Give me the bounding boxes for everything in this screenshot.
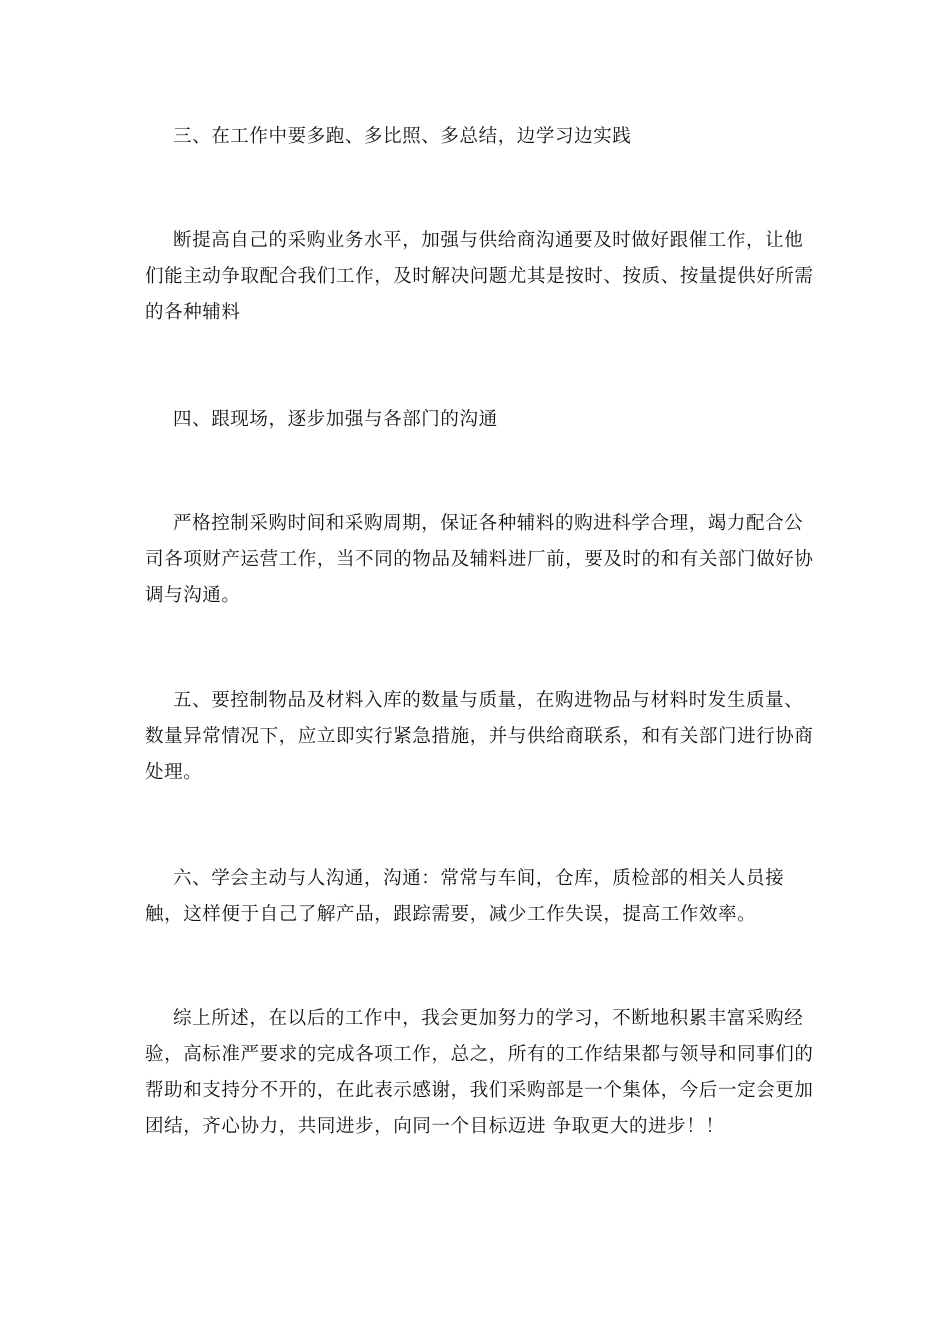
section-heading-3: 三、在工作中要多跑、多比照、多总结，边学习边实践 — [173, 126, 632, 147]
paragraph-conclusion: 综上所述，在以后的工作中，我会更加努力的学习，不断地积累丰富采购经验，高标准严要求的完成各项工作，总之，所有的工作结果都与领导和同事们的帮助和支持分不开的，在此表示感谢，我们采购部是一个集体，今后一定会更加团结，齐心协力，共同进步，向同一个目标迈进 争取更大的进步！！ — [145, 1008, 814, 1137]
section-6-communication: 六、学会主动与人沟通，沟通：常常与车间，仓库，质检部的相关人员接触，这样便于自己了解产品，跟踪需要，减少工作失误，提高工作效率。 — [145, 868, 785, 925]
section-5-quality-control: 五、要控制物品及材料入库的数量与质量，在购进物品与材料时发生质量、数量异常情况下，应立即实行紧急措施，并与供给商联系，和有关部门进行协商处理。 — [145, 690, 814, 783]
paragraph-purchase-control: 严格控制采购时间和采购周期，保证各种辅料的购进科学合理，竭力配合公司各项财产运营工作，当不同的物品及辅料进厂前，要及时的和有关部门做好协调与沟通。 — [145, 513, 814, 606]
paragraph-supplier-communication: 断提高自己的采购业务水平，加强与供给商沟通要及时做好跟催工作，让他们能主动争取配合我们工作，及时解决问题尤其是按时、按质、按量提供好所需的各种辅料 — [145, 230, 814, 323]
section-heading-4: 四、跟现场，逐步加强与各部门的沟通 — [173, 409, 498, 430]
